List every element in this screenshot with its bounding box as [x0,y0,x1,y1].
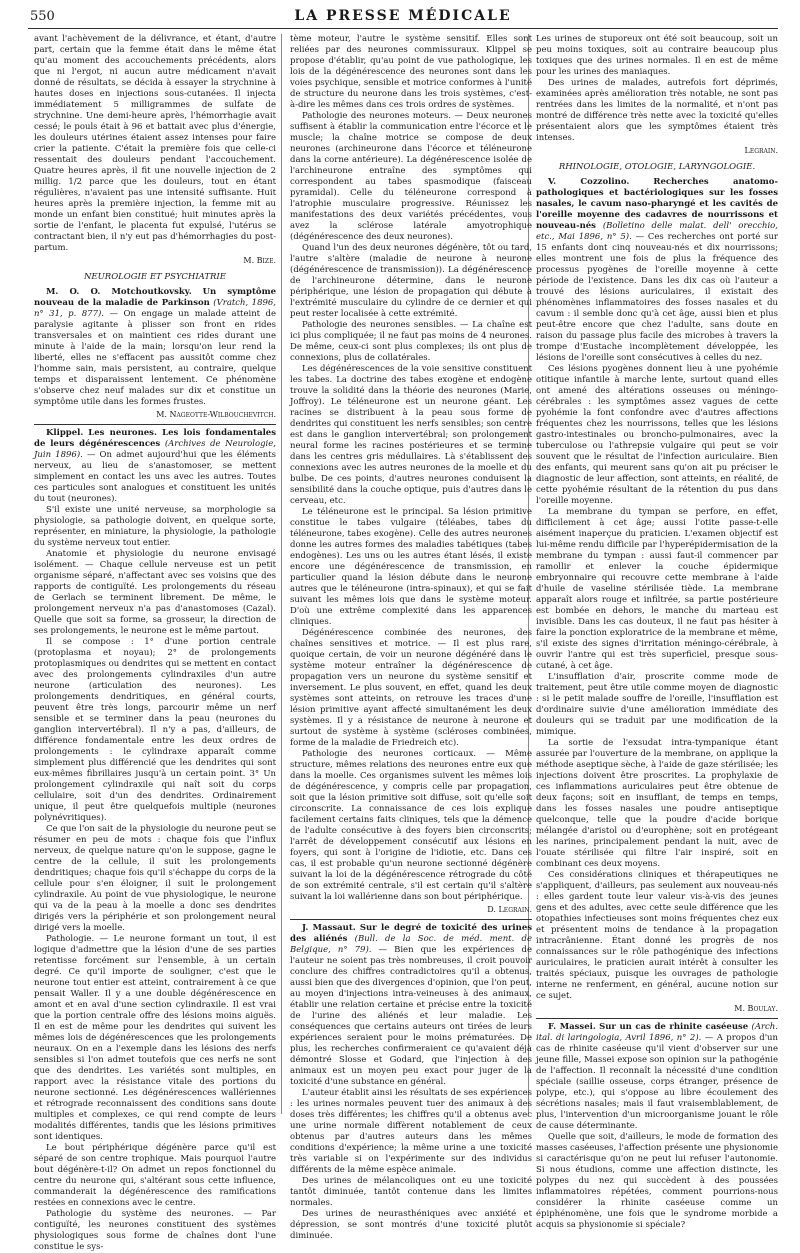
separator-rule [290,919,532,920]
paragraph: Ces lésions pyogènes donnent lieu à une pyohémie otitique infantile à marche lente, surtout quand elles ont amené des altérations osseuses ou méningo-cérébrales : les symptômes assez vagues de cette pyohémie la font confondre avec d'autres affections fréquentes chez les nourrissons, telles que les lésions gastro-intestinales ou broncho-pulmonaires, avec la tuberculose ou l'athrepsie vulgaire qui peut se voir souvent que le résultat de l'infection auriculaire. Bien des enfants, qui meurent sans qu'on ait pu préciser le diagnostic de leur affection, sont atteints, en réalité, de cette pyohémie résultant de la rétention du pus dans l'oreille moyenne. [536,364,778,506]
paragraph: Dégénérescence combinée des neurones, des chaînes sensitives et motrice. — Il est plus rare, quoique certain, de voir un neurone dégénéré dans le système moteur entraîner la dégénérescence de propagation vers un neurone du système sensitif et inversement. Le plus souvent, en effet, quand les deux systèmes sont atteints, on retrouve les traces d'une lésion primitive ayant affecté simultanément les deux systèmes. Il y a résistance de neurone à neurone et surtout de système à système (scléroses combinées, forme de la maladie de Friedreich etc). [290,628,532,748]
column-1 [34,34,277,1252]
signature: M. Boulay. [734,1004,778,1013]
article-title: Sur le degré de toxicité des urines des aliénés [290,923,533,944]
article-body: — On engage un malade atteint de paralysie agitante à plisser son front en rides transversales et on maintient ces rides durant une minute à l'aide de la main; lorsqu'on leur rend la liberté, elles ne s'effacent pas aussitôt comme chez l'homme sain, mais persistent, au contraire, quelque temps et disparaissent lentement. Ce phénomène s'observe chez neuf malades sur dix et constitue un symptôme utile dans les formes frustes. [34,309,277,407]
article-author: J. Massaut. [302,923,356,933]
article-body: — A propos d'un cas de rhinite caséeuse qu'il vient d'observer sur une jeune fille, Massei expose son opinion sur la pathogénie de l'affection. Il reconnaît la nécessité d'une condition spéciale (saillie osseuse, corps étranger, présence de polype, etc.), qui s'oppose au libre écoulement des sécrétions nasales; mais il faut vraisemblablement, de plus, l'intervention d'un microorganisme jouant le rôle de cause déterminante. [536,1033,778,1131]
paragraph: La membrane du tympan se perfore, en effet, difficilement à cet âge; aussi l'otite passe-t-elle aisément inaperçue du praticien. L'examen objectif est lui-même rendu difficile par l'hyperépidermisation de la membrane du tympan : aussi faut-il commencer par ramollir et enlever la couche épidermique embryonnaire qui recouvre cette membrane à l'aide d'huile de vaseline stérilisée tiède. La membrane apparaît alors rouge et infiltrée, sa partie postérieure est bombée en dehors, le manche du marteau est invisible. Dans les cas douteux, il ne faut pas hésiter à faire la ponction exploratrice de la membrane et même, s'il existe des signes d'irritation méningo-cérébrale, à ouvrir l'antre qui est très superficiel, presque sous-cutané, à cet âge. [536,507,778,671]
paragraph: S'il existe une unité nerveuse, sa morphologie sa physiologie, sa pathologie doivent, en quelque sorte, représenter, en miniature, la physiologie, la pathologie du système nerveux tout entier. [34,505,276,548]
paragraph: Des urines de malades, autrefois fort déprimés, examinées après amélioration très notable, ne sont pas rentrées dans les limites de la normalité, et n'ont pas montré de différence très nette avec la toxicité qu'elles présentaient alors que les symptômes étaient très intenses. [536,78,778,143]
article-author: M. O. O. Motchoutkovsky. [46,287,192,297]
paragraph: L'auteur établit ainsi les résultats de ses expériences : les urines normales peuvent tuer des animaux à des doses très différentes; les chiffres qu'il a obtenus avec une urine normale diffèrent notablement de ceux obtenus par d'autres auteurs dans les mêmes conditions d'expérience; la même urine a une toxicité très variable si on l'expérimente sur des individus différents de la même espèce animale. [290,1088,532,1175]
article-citation: (Vratch, 1896, n° 31, p. 877). [34,298,277,319]
article-body: — On admet aujourd'hui que les éléments nerveux, au lieu de s'anastomoser, se mettent simplement en contact les uns avec les autres. Toutes ces particules sont analogues et constituent les unités du tout (neurones). [34,450,277,504]
paragraph: Des urines de mélancoliques ont eu une toxicité tantôt diminuée, tantôt contenue dans les limites normales. [290,1176,532,1208]
article-title: Les neurones. Les lois fondamentales de leurs dégénérescences [34,428,277,449]
paragraph: Ces considérations cliniques et thérapeutiques ne s'appliquent, d'ailleurs, pas seulement aux nouveau-nés : elles gardent toute leur valeur vis-à-vis des jeunes gens et des adultes, avec cette seule différence que les otopathies infectieuses sont moins fréquentes chez eux et présentent moins de tendance à la propagation intracrânienne. Étant donné les progrès de nos connaissances sur le rôle pathogénique des infections auriculaires, le praticien aurait intérêt à consulter les traités spéciaux, puisque les ouvrages de pathologie interne ne renferment, en général, aucune notion sur ce sujet. [536,870,778,1001]
paragraph: Pathologie. — Le neurone formant un tout, il est logique d'admettre que la lésion d'une de ses parties retentisse forcément sur l'ensemble, à un certain degré. Ce qu'il importe de souligner, c'est que le neurone tout entier est atteint, contrairement à ce que pensait Waller. Il y a une double dégénérescence en amont et en aval d'une section cylindraxile. Il est vrai que la portion centrale offre des lésions moins aiguës. Il en est de même pour les dendrites qui suivent les mêmes lois de dégénérescences que les prolongements neuraux. On en a l'exemple dans les lésions des nerfs sensibles si l'on admet toutefois que ces nerfs ne sont que des dendrites. Les variétés sont multiples, en rapport avec la résistance vitale des portions du neurone sectionné. Les dégénérescences wallériennes et rétrograde reconnaissent des conditions sans doute multiples et complexes, ce qui rend compte de leurs modalités différentes, tandis que les lésions primitives sont identiques. [34,934,276,1142]
article-title: Recherches anatomo-pathologiques et bactériologiques sur les fosses nasales, le cavum naso-pharyngé et les cavités de l'oreille moyenne des cadavres de nourrissons et nouveau-nés [536,177,778,231]
signature: M. Bize. [243,256,276,265]
signature: D. Legrain. [487,905,532,914]
paragraph: avant l'achèvement de la délivrance, et étant, d'autre part, certain que la femme était dans le même état qu'au moment des accouchements précédents, alors que ni l'ergot, ni aucun autre médicament n'avait donné de résultats, se décida à essayer la strychnine à hautes doses en injections sous-cutanées. Il injecta immédiatement 5 milligrammes de sulfate de strychnine. Une demi-heure après, l'hémorrhagie avait cessé; le pouls était à 96 et battait avec plus d'énergie, les douleurs utérines étaient assez intenses pour faire crier la patiente. C'était la première fois que celle-ci ressentait des douleurs pendant l'accouchement. Quatre heures après, il fit une nouvelle injection de 2 millig. 1/2 parce que les douleurs, tout en étant régulières, n'avaient pas une intensité suffisante. Huit heures après la première injection, la femme mit au monde un enfant bien constitué; huit minutes après la sortie de l'enfant, le placenta fut expulsé, l'utérus se contractant bien, il n'y eut pas d'hémorrhagies du post-partum. [34,34,276,253]
signature: M. Nageotte-Wilbouchevitch. [156,410,276,419]
paragraph: Quelle que soit, d'ailleurs, le mode de formation des masses caséeuses, l'affection présente une physionomie si caractérisque qu'on ne peut lui refuser l'autonomie. Si nous étudions, comme une affection distincte, les polypes du nez qui succèdent à des poussées inflammatoires répétées, comment pourrions-nous considérer la rhinite caséeuse comme un épiphénomène, une fois que le syndrome morbide a acquis sa physionomie si spéciale? [536,1132,778,1230]
section-heading: RHINOLOGIE, OTOLOGIE, LARYNGOLOGIE. [558,162,756,172]
article-citation: (Arch. ital. di laringologia, Avril 1896, n° 2). [536,1022,778,1043]
paragraph: Le téléneurone est le principal. Sa lésion primitive constitue le tabes vulgaire (téléabes, tabes du téléneurone, tabes exogène). Celle des autres neurones donne les autres formes des maladies tabétiques (tabes endogènes). Les uns ou les autres étant lésés, il existe encore une dégénérescence de transmission, en particulier quand la lésion débute dans le neurone autres que le téléneurone (intra-spinaux), et qui se fait suivant les mêmes lois que dans le système moteur. D'où une extrême complexité dans les apparences cliniques. [290,507,532,627]
column-3 [536,34,779,1230]
article-lead [536,1022,778,1132]
article-body: — Ces recherches ont porté sur 15 enfants dont cinq nouveau-nés et dix nourrissons; elles montrent une fois de plus la fréquence des processus pyogènes de l'oreille moyenne à cette période de l'existence. Dans les dix cas où l'auteur a trouvé des lésions auriculaires, il existait des phénomènes inflammatoires des fosses nasales et du cavum : il semble donc qu'à cet âge, aussi bien et plus peut-être encore que chez l'adulte, sans doute en raison du passage plus facile des microbes à travers la trompe d'Eustache incomplètement développée, les lésions de l'oreille sont consécutives à celles du nez. [536,232,779,363]
column-divider [281,34,282,1114]
article-title: Sur un cas de rhinite caséeuse [599,1022,749,1032]
article-citation: (Bolletino delle malat. dell' orecchio, etc., Mai 1896, n° 5). [536,221,779,242]
paragraph: Il se compose : 1° d'une portion centrale (protoplasma et noyau); 2° de prolongements protoplasmiques ou dendrites qui se mettent en contact avec des prolongements cylindraxiles d'un autre neurone (articulation des neurones). Les prolongements dendritiques, en général courts, peuvent être très longs, parcourir même un nerf sensible et se terminer dans la peau (neurones du ganglion intervertébral). Il n'y a pas, d'ailleurs, de différence fondamentale entre les deux ordres de prolongements : le cylindraxe apparaît comme simplement plus différencié que les dendrites qui sont eux-mêmes fibrillaires jusqu'à un certain point. 3° Un prolongement cylindraxile qui naît soit du corps cellulaire, soit d'un des dendrites. Ordinairement unique, il peut être quelquefois multiple (neurones polynévritiques). [34,637,276,823]
article-citation: (Bull. de la Soc. de méd. ment. de Belgique, n° 79). [290,934,533,955]
article-citation: (Archives de Neurologie, Juin 1896). [34,439,276,460]
journal-title: LA PRESSE MÉDICALE [294,8,512,24]
column-2 [290,34,533,1241]
paragraph: tème moteur, l'autre le système sensitif. Elles sont reliées par des neurones commissuraux. Klippel se propose d'établir, qu'au point de vue pathologique, les lois de la dégénérescence des neurones sont dans les voies psychique, sensible et motrice conformes à l'unité de structure du neurone dans les trois systèmes, c'est-à-dire les mêmes dans ces trois ordres de systèmes. [290,34,532,110]
article-author: Klippel. [46,428,84,438]
signature: Legrain. [744,146,778,155]
article-body: — Bien que les expériences de l'auteur ne soient pas très nombreuses, il croit pouvoir conclure des chiffres contradictoires qu'il a obtenus, aussi bien que des divergences d'opinion, que l'on peut, au moyen d'injections intra-veineuses à des animaux, établir une relation certaine et précise entre la toxicité de l'urine des aliénés et leur maladie. Les conséquences que certains auteurs ont tirées de leurs expériences seraient pour le moins prématurées. De plus, les recherches confirmeraient ce qu'avaient déjà démontré Slosse et Godard, que l'injection à des animaux est un moyen peu exact pour juger de la toxicité d'une substance en général. [290,945,533,1087]
paragraph: Quand l'un des deux neurones dégénère, tôt ou tard, l'autre s'altère (maladie de neurone à neurone (dégénérescence de transmission)). La dégénérescence de l'archineurone détermine, dans le neurone périphérique, une lésion de propagation qui débute à l'extrémité musculaire du cylindre de ce dernier et qui peut rester localisée à cette extrémité. [290,243,532,319]
article-lead [34,287,276,408]
article-lead [290,923,532,1088]
paragraph: L'insufflation d'air, proscrite comme mode de traitement, peut être utile comme moyen de diagnostic : si le petit malade souffre de l'oreille, l'insufflation est d'ordinaire suivie d'une amélioration immédiate des douleurs qui se traduit par une modification de la mimique. [536,672,778,737]
article-lead [34,428,276,505]
paragraph: Les urines de stuporeux ont été soit beaucoup, soit un peu moins toxiques, soit au contraire beaucoup plus toxiques que des urines normales. Il en est de même pour les urines des maniaques. [536,34,778,77]
page-header [28,6,778,29]
paragraph: Pathologie des neurones corticaux. — Même structure, mêmes relations des neurones entre eux que dans la moelle. Ces organismes suivent les mêmes lois de dégénérescence, y compris celle par propagation, soit que la lésion primitive soit diffuse, soit qu'elle soit circonscrite. La connaissance de ces lois explique facilement certains faits cliniques, tels que la démence de l'adulte consécutive à des foyers bien circonscrits; l'arrêt de développement consécutif aux lésions en foyers, qui sont à l'origine de l'idiotie, etc. Dans ces cas, il est probable qu'un neurone sectionné dégénère suivant la loi de la dégénérescence rétrograde du côté de son extrémité centrale, s'il est certain qu'il s'altère suivant la loi wallérienne dans son bout périphérique. [290,749,532,902]
article-author: F. Massei. [548,1022,596,1032]
paragraph: Les dégénérescences de la voie sensitive constituent les tabes. La doctrine des tabes exogène et endogène trouve la solidité dans la théorie des neurones (Marie, Joffroy). Le téléneurone est un neurone géant. Les racines se distribuent à la peau sous forme de dendrites qui constituent les nerfs sensibles; son centre est dans le ganglion intervertébral; son prolongement neural forme les racines postérieures et se termine dans les centres gris médullaires. Là s'établissent des connexions avec les autres neurones de la moelle et du bulbe. De ces points, d'autres neurones conduisent la sensibilité dans la couche optique, puis d'autres dans le cerveau, etc. [290,364,532,506]
article-author: V. Cozzolino. [548,177,630,187]
paragraph: La sortie de l'exsudat intra-tympanique étant assurée par l'ouverture de la membrane, on applique la méthode aseptique sèche, à l'aide de gaze stérilisée; les injections doivent être proscrites. La prophylaxie de ces inflammations auriculaires peut être obtenue de deux façons; soit en insufflant, de temps en temps, dans les fosses nasales une poudre antiseptique quelconque, telle que la poudre d'acide borique mélangée d'aristol ou d'europhène; soit en protégeant les narines, principalement pendant la nuit, avec de l'ouate stérilisée qui filtre l'air inspiré, soit en combinant ces deux moyens. [536,738,778,869]
article-lead [536,177,778,364]
separator-rule [34,424,276,425]
article-title: Un symptôme nouveau de la maladie de Parkinson [34,287,276,308]
paragraph: Ce que l'on sait de la physiologie du neurone peut se résumer en peu de mots : chaque fois que l'influx nerveux, de quelque nature qu'on le suppose, gagne le centre de la cellule, il suit les prolongements dendritiques; chaque fois qu'il s'échappe du corps de la cellule pour s'en éloigner, il suit le prolongement cylindraxile. Au point de vue physiologique, le neurone qui va de la peau à la moelle a donc ses dendrites dirigés vers la périphérie et son prolongement neural dirigé vers la moelle. [34,824,276,933]
paragraph: Le bout périphérique dégénère parce qu'il est séparé de son centre trophique. Mais pourquoi l'autre bout dégénère-t-il? On admet un repos fonctionnel du centre du neurone qui, s'altérant sous cette influence, commanderait la dégénérescence des ramifications restées en connexions avec le centre. [34,1143,276,1208]
page-number: 550 [30,9,55,24]
paragraph: Anatomie et physiologie du neurone envisagé isolément. — Chaque cellule nerveuse est un petit organisme séparé, n'affectant avec ses voisins que des rapports de contiguïté. Les prolongements du réseau de Gerlach se terminent librement. De même, le prolongement nerveux n'a pas d'anastomoses (Cazal). Quelle que soit sa forme, sa grosseur, la direction de ses prolongements, le neurone est le même partout. [34,549,276,636]
paragraph: Pathologie des neurones sensibles. — La chaîne est ici plus compliquée; il ne faut pas moins de 4 neurones. De même, ceux-ci sont plus complexes; ils ont plus de connexions, plus de collatérales. [290,320,532,363]
separator-rule [536,1018,778,1019]
paragraph: Pathologie des neurones moteurs. — Deux neurones suffisent à établir la communication entre l'écorce et le muscle; la chaîne motrice se compose de deux neurones (archineurone dans l'écorce et téléneurone dans la corne antérieure). La dégénérescence isolée de l'archineurone entraîne des symptômes qui correspondent au tabes spasmodique (faisceau pyramidal). Celle du téléneurone correspond à l'atrophie musculaire progressive. Réunissez les manifestations des deux variétés précédentes, vous avez la sclérose latérale amyotrophique (dégénérescence des deux neurones). [290,111,532,242]
paragraph: Des urines de neurasthéniques avec anxiété et dépression, se sont montrés d'une toxicité plutôt diminuée. [290,1209,532,1241]
paragraph: Pathologie du système des neurones. — Par contiguïté, les neurones constituent des systèmes physiologiques sous forme de chaînes dont l'une constitue le sys- [34,1209,276,1252]
section-heading: NEUROLOGIE ET PSYCHIATRIE [83,272,226,282]
